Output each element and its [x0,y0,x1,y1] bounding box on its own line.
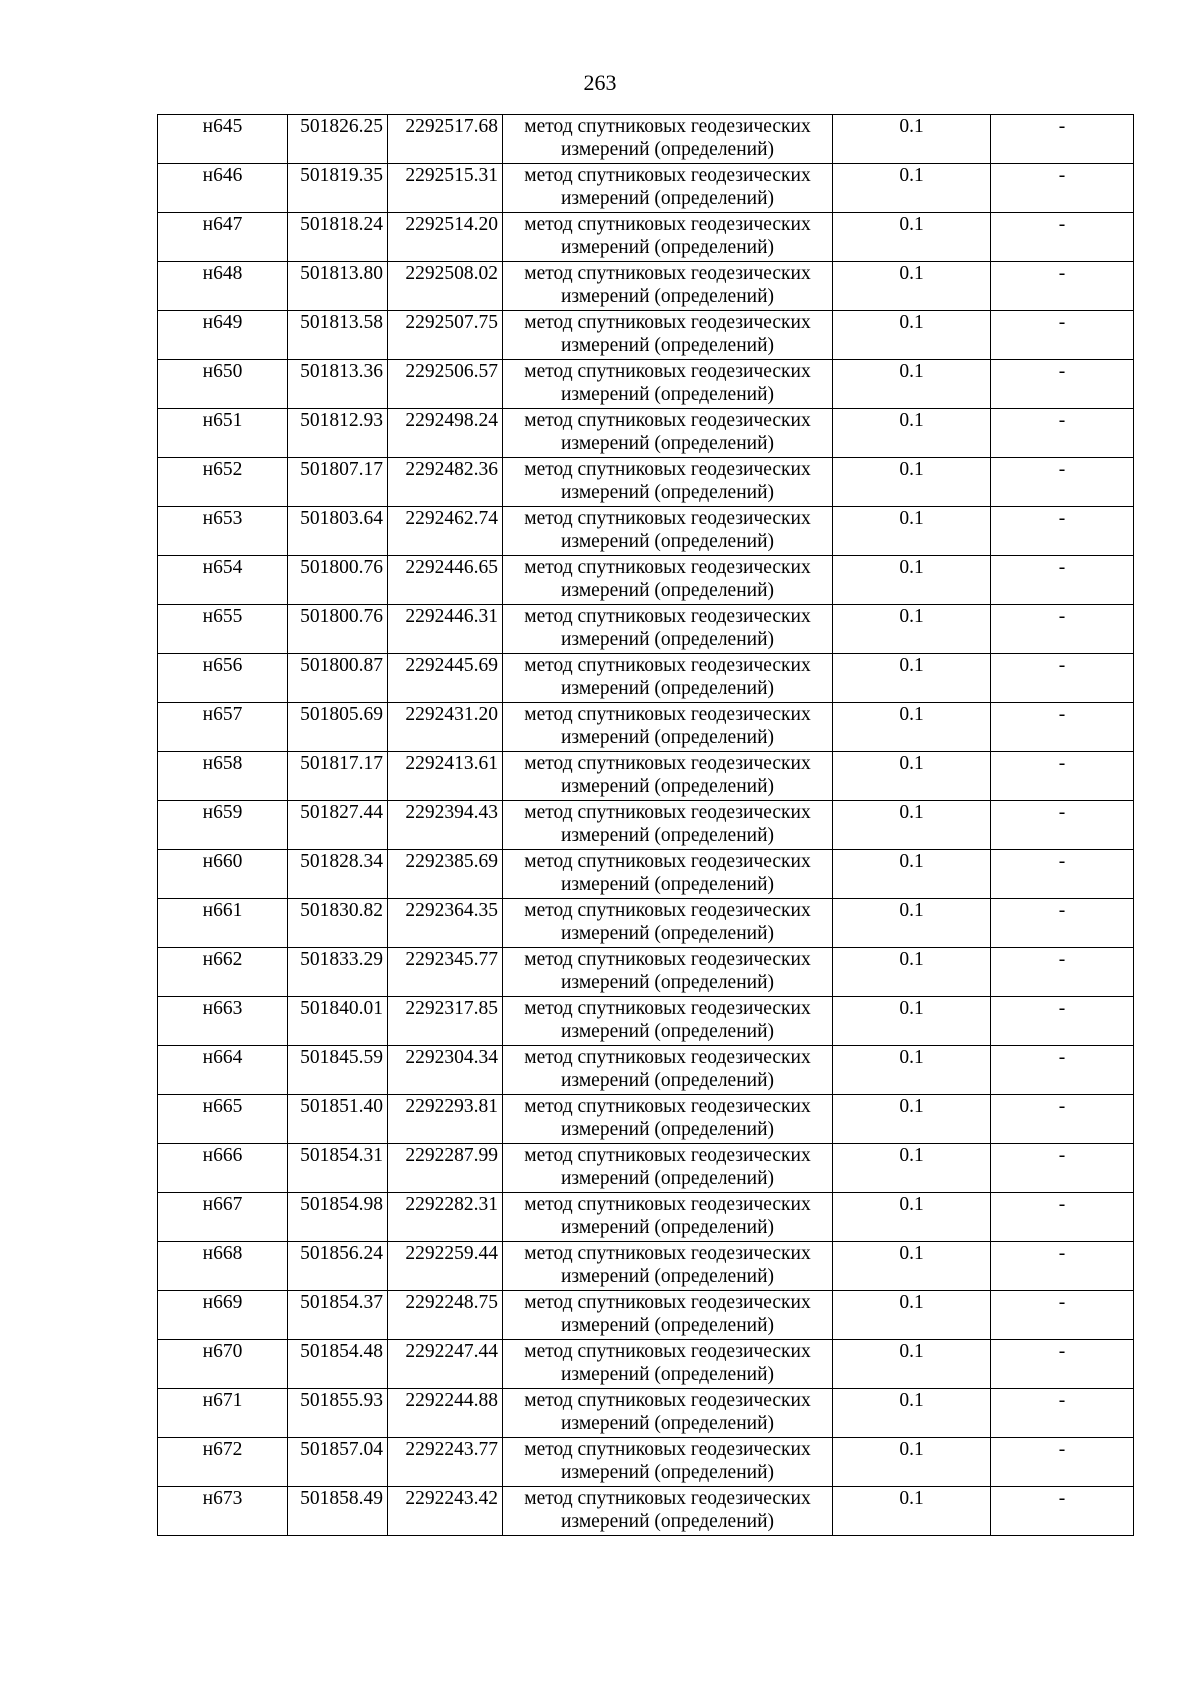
point-name-cell: н661 [158,899,288,948]
method-line-2: измерений (определений) [560,286,775,307]
point-name-cell: н657 [158,703,288,752]
note-cell: - [991,752,1134,801]
method-cell [503,1487,833,1536]
accuracy-cell: 0.1 [833,997,991,1046]
point-name-cell: н653 [158,507,288,556]
x-coordinate-cell: 501803.64 [288,507,388,556]
method-cell [503,262,833,311]
accuracy-cell: 0.1 [833,1389,991,1438]
method-cell [503,1389,833,1438]
method-line-2: измерений (определений) [560,727,775,748]
accuracy-cell: 0.1 [833,752,991,801]
method-line-2: измерений (определений) [560,1511,775,1532]
y-coordinate-cell: 2292506.57 [388,360,503,409]
y-coordinate-cell: 2292431.20 [388,703,503,752]
note-cell: - [991,703,1134,752]
method-line-1: метод спутниковых геодезических [524,1390,811,1411]
note-cell: - [991,850,1134,899]
method-line-1: метод спутниковых геодезических [524,263,811,284]
x-coordinate-cell: 501830.82 [288,899,388,948]
point-name-cell: н655 [158,605,288,654]
method-cell [503,360,833,409]
x-coordinate-cell: 501827.44 [288,801,388,850]
page-number: 263 [583,70,617,95]
method-line-2: измерений (определений) [560,1070,775,1091]
table-row [158,213,1134,262]
method-line-1: метод спутниковых геодезических [524,557,811,578]
x-coordinate-cell: 501840.01 [288,997,388,1046]
method-line-1: метод спутниковых геодезических [524,165,811,186]
table-row [158,1095,1134,1144]
accuracy-cell: 0.1 [833,458,991,507]
method-line-1: метод спутниковых геодезических [524,1047,811,1068]
y-coordinate-cell: 2292394.43 [388,801,503,850]
y-coordinate-cell: 2292446.31 [388,605,503,654]
note-cell: - [991,1193,1134,1242]
table-row [158,311,1134,360]
method-cell [503,458,833,507]
accuracy-cell: 0.1 [833,1193,991,1242]
point-name-cell: н667 [158,1193,288,1242]
y-coordinate-cell: 2292304.34 [388,1046,503,1095]
method-cell [503,556,833,605]
note-cell: - [991,1095,1134,1144]
method-line-1: метод спутниковых геодезических [524,606,811,627]
accuracy-cell: 0.1 [833,262,991,311]
method-line-1: метод спутниковых геодезических [524,1145,811,1166]
y-coordinate-cell: 2292498.24 [388,409,503,458]
y-coordinate-cell: 2292517.68 [388,115,503,164]
method-line-2: измерений (определений) [560,678,775,699]
table-row [158,997,1134,1046]
method-line-2: измерений (определений) [560,825,775,846]
accuracy-cell: 0.1 [833,115,991,164]
accuracy-cell: 0.1 [833,801,991,850]
table-row [158,1389,1134,1438]
method-line-1: метод спутниковых геодезических [524,214,811,235]
method-line-2: измерений (определений) [560,531,775,552]
y-coordinate-cell: 2292345.77 [388,948,503,997]
y-coordinate-cell: 2292515.31 [388,164,503,213]
point-name-cell: н659 [158,801,288,850]
method-line-2: измерений (определений) [560,1462,775,1483]
x-coordinate-cell: 501819.35 [288,164,388,213]
x-coordinate-cell: 501800.76 [288,605,388,654]
point-name-cell: н671 [158,1389,288,1438]
table-row [158,752,1134,801]
accuracy-cell: 0.1 [833,1291,991,1340]
x-coordinate-cell: 501858.49 [288,1487,388,1536]
accuracy-cell: 0.1 [833,1242,991,1291]
point-name-cell: н645 [158,115,288,164]
note-cell: - [991,360,1134,409]
table-row [158,1438,1134,1487]
point-name-cell: н656 [158,654,288,703]
point-name-cell: н660 [158,850,288,899]
method-line-2: измерений (определений) [560,1217,775,1238]
accuracy-cell: 0.1 [833,213,991,262]
x-coordinate-cell: 501833.29 [288,948,388,997]
method-cell [503,801,833,850]
y-coordinate-cell: 2292508.02 [388,262,503,311]
accuracy-cell: 0.1 [833,1438,991,1487]
method-cell [503,654,833,703]
x-coordinate-cell: 501800.76 [288,556,388,605]
method-line-2: измерений (определений) [560,139,775,160]
y-coordinate-cell: 2292243.77 [388,1438,503,1487]
x-coordinate-cell: 501854.31 [288,1144,388,1193]
method-line-2: измерений (определений) [560,384,775,405]
method-line-1: метод спутниковых геодезических [524,1341,811,1362]
method-line-1: метод спутниковых геодезических [524,1292,811,1313]
method-line-2: измерений (определений) [560,433,775,454]
note-cell: - [991,1242,1134,1291]
note-cell: - [991,605,1134,654]
table-row [158,605,1134,654]
y-coordinate-cell: 2292244.88 [388,1389,503,1438]
point-name-cell: н654 [158,556,288,605]
table-row [158,262,1134,311]
y-coordinate-cell: 2292287.99 [388,1144,503,1193]
method-line-1: метод спутниковых геодезических [524,1194,811,1215]
accuracy-cell: 0.1 [833,311,991,360]
method-cell [503,1340,833,1389]
y-coordinate-cell: 2292514.20 [388,213,503,262]
method-line-2: измерений (определений) [560,1168,775,1189]
x-coordinate-cell: 501818.24 [288,213,388,262]
method-line-2: измерений (определений) [560,580,775,601]
x-coordinate-cell: 501845.59 [288,1046,388,1095]
method-line-2: измерений (определений) [560,1315,775,1336]
note-cell: - [991,1389,1134,1438]
method-cell [503,1046,833,1095]
note-cell: - [991,409,1134,458]
accuracy-cell: 0.1 [833,1095,991,1144]
table-row [158,360,1134,409]
method-cell [503,213,833,262]
table-row [158,1340,1134,1389]
accuracy-cell: 0.1 [833,703,991,752]
accuracy-cell: 0.1 [833,1144,991,1193]
coordinates-table [157,114,1134,1536]
note-cell: - [991,164,1134,213]
point-name-cell: н670 [158,1340,288,1389]
note-cell: - [991,899,1134,948]
accuracy-cell: 0.1 [833,507,991,556]
x-coordinate-cell: 501854.48 [288,1340,388,1389]
point-name-cell: н646 [158,164,288,213]
point-name-cell: н658 [158,752,288,801]
table-row [158,801,1134,850]
x-coordinate-cell: 501817.17 [288,752,388,801]
method-cell [503,1438,833,1487]
y-coordinate-cell: 2292247.44 [388,1340,503,1389]
table-row [158,850,1134,899]
point-name-cell: н649 [158,311,288,360]
table-row [158,507,1134,556]
note-cell: - [991,1046,1134,1095]
table-row [158,703,1134,752]
y-coordinate-cell: 2292462.74 [388,507,503,556]
method-line-2: измерений (определений) [560,1413,775,1434]
point-name-cell: н666 [158,1144,288,1193]
note-cell: - [991,997,1134,1046]
method-line-2: измерений (определений) [560,874,775,895]
y-coordinate-cell: 2292259.44 [388,1242,503,1291]
table-row [158,948,1134,997]
accuracy-cell: 0.1 [833,360,991,409]
method-line-2: измерений (определений) [560,776,775,797]
method-cell [503,752,833,801]
method-line-1: метод спутниковых геодезических [524,802,811,823]
accuracy-cell: 0.1 [833,1487,991,1536]
table-row [158,409,1134,458]
point-name-cell: н662 [158,948,288,997]
method-line-2: измерений (определений) [560,923,775,944]
x-coordinate-cell: 501854.98 [288,1193,388,1242]
table-row [158,1193,1134,1242]
method-line-2: измерений (определений) [560,1119,775,1140]
table-row [158,1242,1134,1291]
method-line-1: метод спутниковых геодезических [524,1439,811,1460]
method-line-1: метод спутниковых геодезических [524,998,811,1019]
y-coordinate-cell: 2292243.42 [388,1487,503,1536]
accuracy-cell: 0.1 [833,654,991,703]
x-coordinate-cell: 501856.24 [288,1242,388,1291]
note-cell: - [991,311,1134,360]
accuracy-cell: 0.1 [833,556,991,605]
y-coordinate-cell: 2292413.61 [388,752,503,801]
y-coordinate-cell: 2292364.35 [388,899,503,948]
point-name-cell: н673 [158,1487,288,1536]
method-cell [503,850,833,899]
note-cell: - [991,654,1134,703]
table-row [158,1144,1134,1193]
method-line-2: измерений (определений) [560,188,775,209]
y-coordinate-cell: 2292282.31 [388,1193,503,1242]
table-row [158,1487,1134,1536]
y-coordinate-cell: 2292385.69 [388,850,503,899]
note-cell: - [991,1144,1134,1193]
method-cell [503,1144,833,1193]
method-cell [503,899,833,948]
table-row [158,1291,1134,1340]
method-cell [503,164,833,213]
accuracy-cell: 0.1 [833,164,991,213]
method-cell [503,507,833,556]
table-body [158,115,1134,1536]
method-line-1: метод спутниковых геодезических [524,851,811,872]
table-row [158,1046,1134,1095]
point-name-cell: н647 [158,213,288,262]
method-cell [503,1242,833,1291]
note-cell: - [991,1438,1134,1487]
method-line-1: метод спутниковых геодезических [524,1243,811,1264]
method-cell [503,409,833,458]
x-coordinate-cell: 501813.80 [288,262,388,311]
note-cell: - [991,948,1134,997]
note-cell: - [991,1487,1134,1536]
y-coordinate-cell: 2292507.75 [388,311,503,360]
method-cell [503,115,833,164]
note-cell: - [991,556,1134,605]
method-line-1: метод спутниковых геодезических [524,704,811,725]
y-coordinate-cell: 2292317.85 [388,997,503,1046]
x-coordinate-cell: 501813.36 [288,360,388,409]
point-name-cell: н651 [158,409,288,458]
method-line-1: метод спутниковых геодезических [524,900,811,921]
note-cell: - [991,1340,1134,1389]
point-name-cell: н672 [158,1438,288,1487]
method-line-2: измерений (определений) [560,482,775,503]
method-line-2: измерений (определений) [560,237,775,258]
point-name-cell: н668 [158,1242,288,1291]
method-line-1: метод спутниковых геодезических [524,116,811,137]
x-coordinate-cell: 501851.40 [288,1095,388,1144]
method-line-1: метод спутниковых геодезических [524,1096,811,1117]
x-coordinate-cell: 501805.69 [288,703,388,752]
accuracy-cell: 0.1 [833,899,991,948]
x-coordinate-cell: 501828.34 [288,850,388,899]
method-cell [503,1291,833,1340]
table-row [158,556,1134,605]
method-line-2: измерений (определений) [560,972,775,993]
point-name-cell: н663 [158,997,288,1046]
y-coordinate-cell: 2292482.36 [388,458,503,507]
point-name-cell: н669 [158,1291,288,1340]
point-name-cell: н650 [158,360,288,409]
x-coordinate-cell: 501813.58 [288,311,388,360]
method-line-2: измерений (определений) [560,629,775,650]
point-name-cell: н664 [158,1046,288,1095]
point-name-cell: н648 [158,262,288,311]
method-line-1: метод спутниковых геодезических [524,753,811,774]
table-row [158,899,1134,948]
method-cell [503,1095,833,1144]
table-row [158,654,1134,703]
point-name-cell: н665 [158,1095,288,1144]
note-cell: - [991,458,1134,507]
x-coordinate-cell: 501854.37 [288,1291,388,1340]
method-line-2: измерений (определений) [560,1021,775,1042]
accuracy-cell: 0.1 [833,850,991,899]
accuracy-cell: 0.1 [833,1340,991,1389]
note-cell: - [991,115,1134,164]
x-coordinate-cell: 501807.17 [288,458,388,507]
method-line-2: измерений (определений) [560,335,775,356]
method-cell [503,703,833,752]
method-line-1: метод спутниковых геодезических [524,459,811,480]
accuracy-cell: 0.1 [833,605,991,654]
y-coordinate-cell: 2292293.81 [388,1095,503,1144]
accuracy-cell: 0.1 [833,1046,991,1095]
accuracy-cell: 0.1 [833,409,991,458]
method-line-1: метод спутниковых геодезических [524,312,811,333]
x-coordinate-cell: 501826.25 [288,115,388,164]
method-line-1: метод спутниковых геодезических [524,655,811,676]
method-line-1: метод спутниковых геодезических [524,410,811,431]
x-coordinate-cell: 501812.93 [288,409,388,458]
method-cell [503,948,833,997]
note-cell: - [991,507,1134,556]
note-cell: - [991,262,1134,311]
method-line-2: измерений (определений) [560,1364,775,1385]
method-cell [503,311,833,360]
y-coordinate-cell: 2292445.69 [388,654,503,703]
point-name-cell: н652 [158,458,288,507]
method-cell [503,997,833,1046]
x-coordinate-cell: 501857.04 [288,1438,388,1487]
note-cell: - [991,213,1134,262]
note-cell: - [991,1291,1134,1340]
method-line-1: метод спутниковых геодезических [524,1488,811,1509]
note-cell: - [991,801,1134,850]
table-row [158,115,1134,164]
y-coordinate-cell: 2292248.75 [388,1291,503,1340]
table-row [158,458,1134,507]
method-line-1: метод спутниковых геодезических [524,949,811,970]
accuracy-cell: 0.1 [833,948,991,997]
method-cell [503,605,833,654]
method-line-1: метод спутниковых геодезических [524,508,811,529]
x-coordinate-cell: 501800.87 [288,654,388,703]
method-line-1: метод спутниковых геодезических [524,361,811,382]
x-coordinate-cell: 501855.93 [288,1389,388,1438]
method-line-2: измерений (определений) [560,1266,775,1287]
table-row [158,164,1134,213]
method-cell [503,1193,833,1242]
y-coordinate-cell: 2292446.65 [388,556,503,605]
